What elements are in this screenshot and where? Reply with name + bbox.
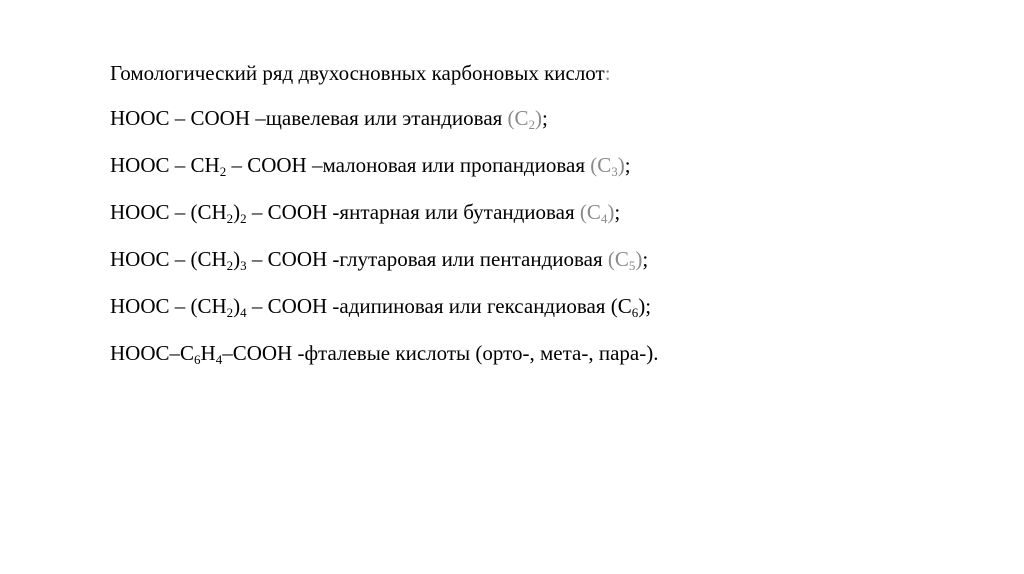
acid-name: адипиновая или гександиовая (339, 294, 611, 318)
line-end: ; (624, 153, 631, 177)
line-end: ; (614, 200, 621, 224)
acid-row-malonic (110, 142, 990, 189)
carbon-count: $(C_6)$ (610, 294, 646, 320)
acid-formula: HOOC – COOH – (110, 106, 266, 130)
carbon-count: $(C_5)$ (607, 247, 643, 273)
carbon-count: $(C_3)$ (590, 153, 625, 179)
acid-formula: HOOC – $(CH_2)_4$ – COOH - (110, 294, 340, 320)
acid-name: глутаровая или пентандиовая (339, 247, 608, 271)
acid-row-adipic (110, 283, 990, 330)
acid-formula: HOOC–$C_6H_4$–COOH - (110, 341, 305, 367)
acid-name: малоновая или пропандиовая (322, 153, 591, 177)
carbon-count: $(C_2)$ (507, 106, 543, 132)
acid-row-oxalic (110, 95, 990, 142)
acid-formula: HOOC – $(CH_2)_2$ – COOH - (110, 200, 340, 226)
acid-name: фталевые кислоты (орто-, мета-, пара-). (304, 341, 659, 365)
line-end: ; (642, 247, 649, 271)
acid-name: щавелевая или этандиовая (265, 106, 508, 130)
acid-name: янтарная или бутандиовая (339, 200, 580, 224)
line-end: ; (542, 106, 548, 130)
slide-content (110, 50, 990, 377)
carbon-count: $(C_4)$ (579, 200, 615, 226)
acid-row-phthalic (110, 330, 990, 377)
acid-formula: HOOC – $CH_2$ – COOH – (110, 153, 323, 179)
title-colon: : (604, 61, 611, 85)
acid-formula: HOOC – $(CH_2)_3$ – COOH - (110, 247, 340, 273)
slide-title (110, 50, 990, 95)
line-end: ; (645, 294, 652, 318)
acid-row-glutaric (110, 236, 990, 283)
acid-row-succinic (110, 189, 990, 236)
title-text: Гомологический ряд двухосновных карбоновых кислот (110, 61, 605, 85)
